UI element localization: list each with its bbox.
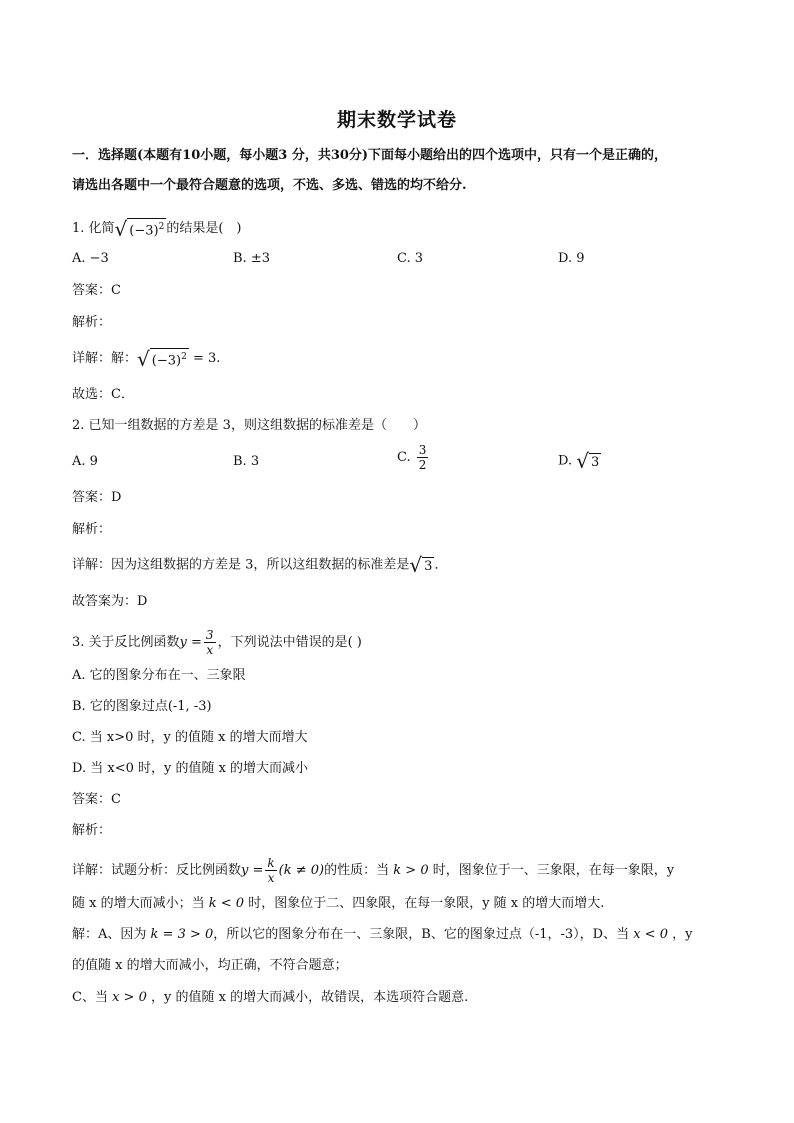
q3-function-fraction: $\frac{3}{x}$ xyxy=(205,628,214,657)
q2-detail-radical: √ 3 xyxy=(409,553,433,577)
q3-solution-line2: 的值随 x 的增大而减小，均正确，不符合题意； xyxy=(72,958,348,973)
q2-conclusion: 故答案为：D xyxy=(72,594,148,609)
q1-answer: 答案：C xyxy=(72,283,121,298)
q3-stem: 3. 关于反比例函数y = $\frac{3}{x}$ ，下列说法中错误的是( ) xyxy=(72,628,362,657)
q3-option-b: B. 它的图象过点(-1, -3) xyxy=(72,699,212,714)
q3-detail-fraction: $\frac{k}{x}$ xyxy=(267,856,275,885)
q3-option-a: A. 它的图象分布在一、三象限 xyxy=(72,668,246,683)
q1-detail: 详解：解： √ $(-3)^2$ = 3. xyxy=(72,347,221,372)
q1-option-c: C. 3 xyxy=(397,251,424,266)
q3-solution-line3: C、当 x > 0 ，y 的值随 x 的增大而减小，故错误，本选项符合题意. xyxy=(72,990,469,1005)
q3-analysis: 解析： xyxy=(72,823,112,838)
q3-solution-line1: 解：A、因为 k = 3 > 0，所以它的图象分布在一、三象限，B、它的图象过点（-1，-3），D、当 x < 0 ，y xyxy=(72,927,693,942)
q1-option-a: A. −3 xyxy=(72,251,109,266)
q1-option-b: B. ±3 xyxy=(233,251,270,266)
q1-detail-radical: √ $(-3)^2$ xyxy=(137,347,187,372)
q1-option-d: D. 9 xyxy=(558,251,585,266)
q3-option-c: C. 当 x>0 时，y 的值随 x 的增大而增大 xyxy=(72,730,308,745)
section-instructions-line2: 请选出各题中一个最符合题意的选项，不选、多选、错选的均不给分. xyxy=(72,178,467,193)
q2-answer: 答案：D xyxy=(72,490,122,505)
q3-option-d: D. 当 x<0 时，y 的值随 x 的增大而减小 xyxy=(72,761,309,776)
q3-detail-line2: 随 x 的增大而减小；当 k < 0 时，图象位于二、四象限，在每一象限，y 随 x 的增大而增大. xyxy=(72,896,605,911)
q2-option-b: B. 3 xyxy=(233,454,260,469)
page-title: 期末数学试卷 xyxy=(336,109,457,131)
q2-option-d-radical: √ 3 xyxy=(576,449,600,473)
section-instructions-line1: 一．选择题(本题有10小题，每小题3 分，共30分)下面每小题给出的四个选项中，只有一个是正确的， xyxy=(72,148,668,163)
q2-stem: 2. 已知一组数据的方差是 3，则这组数据的标准差是（ ） xyxy=(72,418,426,433)
q2-detail: 详解：因为这组数据的方差是 3，所以这组数据的标准差是 √ 3 ． xyxy=(72,553,448,577)
q2-option-a: A. 9 xyxy=(72,454,98,469)
q1-stem: 1. 化简 √ $(-3)^2$ 的结果是( ) xyxy=(72,217,242,242)
q3-answer: 答案：C xyxy=(72,792,121,807)
q1-radical: √ $(-3)^2$ xyxy=(114,217,165,242)
q2-analysis: 解析： xyxy=(72,522,112,537)
q1-choose: 故选：C． xyxy=(72,387,134,402)
q2-option-c: C. $\frac{3}{2}$ xyxy=(397,443,427,472)
q3-detail-line1: 详解：试题分析：反比例函数y = $\frac{k}{x}$ (k ≠ 0)的性质：当 k > 0 时，图象位于一、三象限，在每一象限，y xyxy=(72,856,675,885)
q2-option-c-fraction: $\frac{3}{2}$ xyxy=(418,443,427,472)
q1-analysis: 解析： xyxy=(72,315,112,330)
q2-option-d: D. √ 3 xyxy=(558,449,600,473)
